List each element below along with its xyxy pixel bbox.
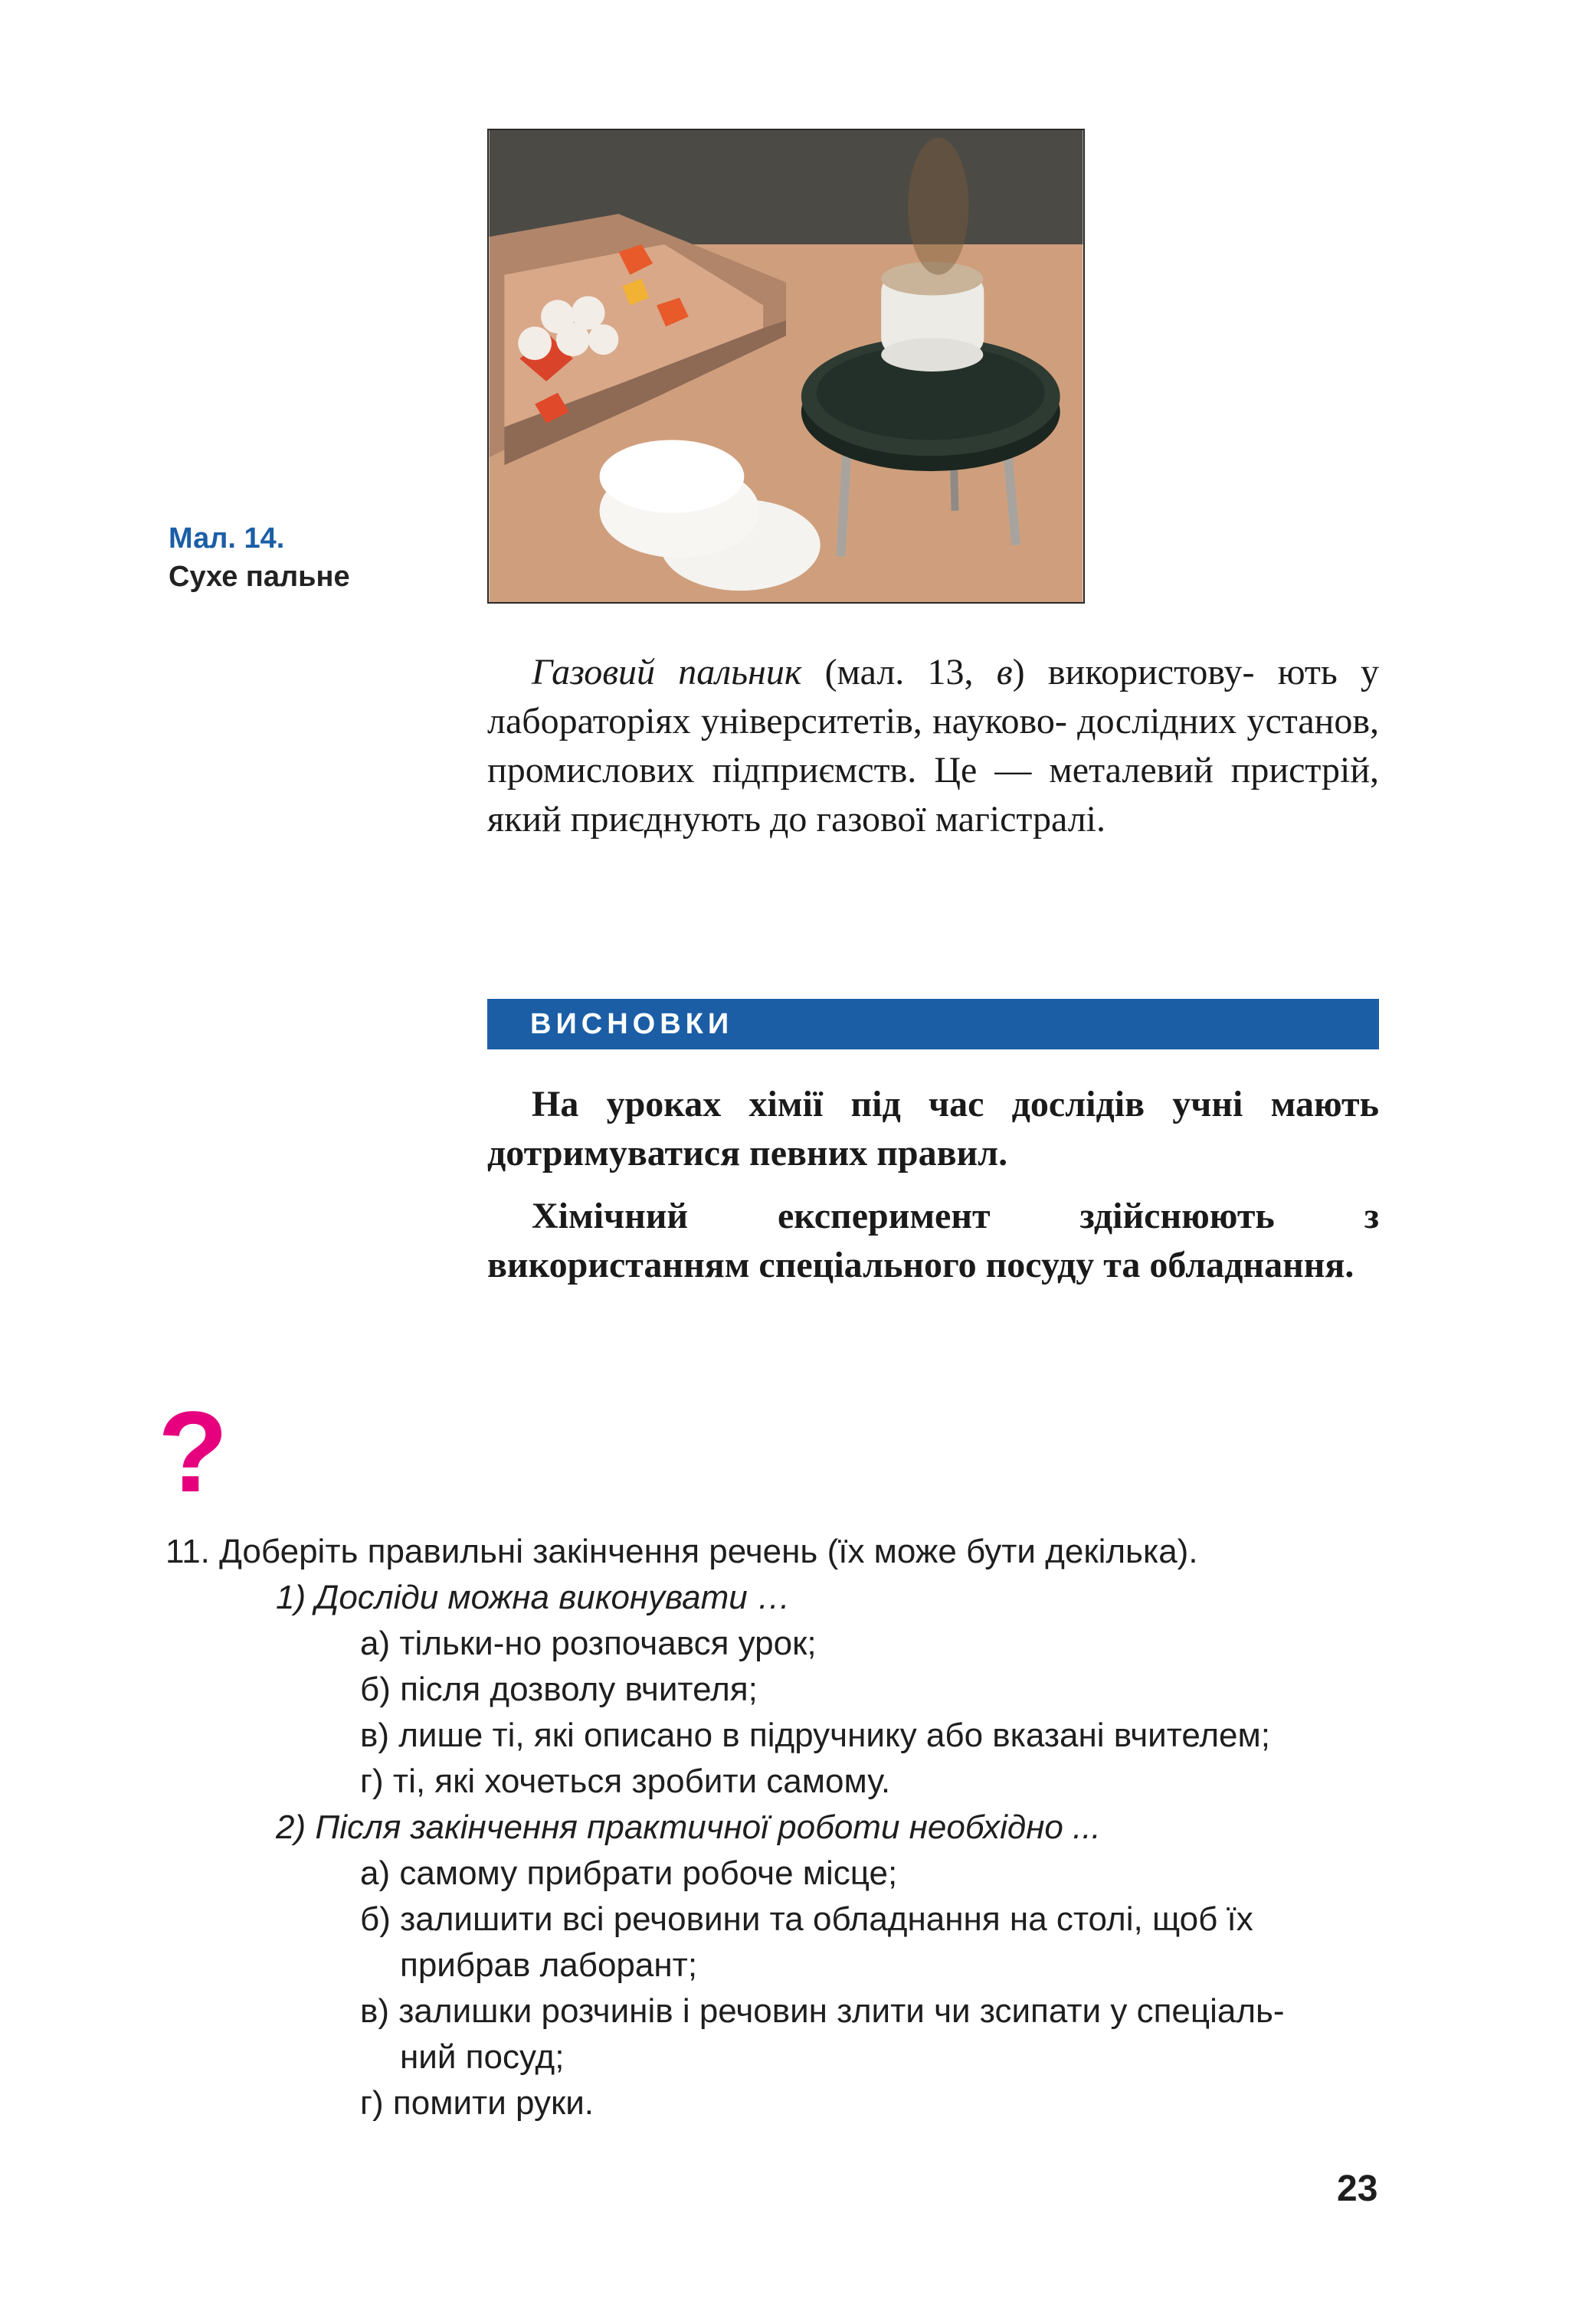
figure-ref-open: (мал. 13, [801, 652, 997, 692]
q2-option-c: в) залишки розчинів і речовин злити чи зсипати у спеціаль- [360, 1992, 1285, 2030]
q2-option-b: б) залишити всі речовини та обладнання на столі, щоб їх [360, 1900, 1253, 1938]
paragraph-line-5: до газової магістралі. [769, 799, 1106, 840]
term-gas-burner: Газовий пальник [532, 652, 802, 692]
page-number: 23 [1337, 2169, 1378, 2209]
figure-caption [169, 519, 350, 596]
paragraph-line-4: Це — металевий пристрій, який приєднують [487, 750, 1379, 840]
conclusion-paragraph-1: На уроках хімії під час дослідів учні мають дотримуватися певних правил. [487, 1084, 1379, 1173]
figure-ref-close: ) використову- [1012, 652, 1255, 692]
q1-option-c: в) лише ті, які описано в підручнику або вказані вчителем; [360, 1717, 1270, 1754]
question-mark-icon: ? [158, 1387, 228, 1516]
conclusion-paragraph-2: Хімічний експеримент здійснюють з використанням спеціального посуду та обладнання. [487, 1196, 1379, 1285]
conclusions-text [487, 1080, 1379, 1290]
task-stem: 11. Доберіть правильні закінчення речень (їх може бути декілька). [165, 1533, 1198, 1570]
q2-option-b-continued: прибрав лаборант; [400, 1946, 698, 1984]
figure-ref-letter: в [996, 652, 1013, 692]
question-2: 2) Після закінчення практичної роботи необхідно ... [276, 1808, 1101, 1846]
q2-option-c-continued: ний посуд; [400, 2038, 565, 2076]
question-1: 1) Досліди можна виконувати … [276, 1579, 791, 1616]
conclusions-heading: ВИСНОВКИ [487, 999, 1379, 1049]
gas-burner-paragraph [487, 648, 1379, 844]
figure-title: Сухе пальне [169, 561, 350, 593]
q1-option-a: а) тільки-но розпочався урок; [360, 1625, 817, 1662]
q1-option-d: г) ті, які хочеться зробити самому. [360, 1763, 891, 1800]
dry-fuel-photo [487, 129, 1085, 604]
paragraph-line-3: дослідних установ, промислових підприємств. [487, 701, 1379, 790]
figure-number: Мал. 14. [169, 522, 285, 555]
q2-option-d: г) помити руки. [360, 2084, 595, 2122]
task-11 [165, 1529, 1384, 2126]
q1-option-b: б) після дозволу вчителя; [360, 1671, 758, 1708]
q2-option-a: а) самому прибрати робоче місце; [360, 1854, 898, 1892]
paragraph-line-2: ють у лабораторіях університетів, науково- [487, 652, 1380, 741]
